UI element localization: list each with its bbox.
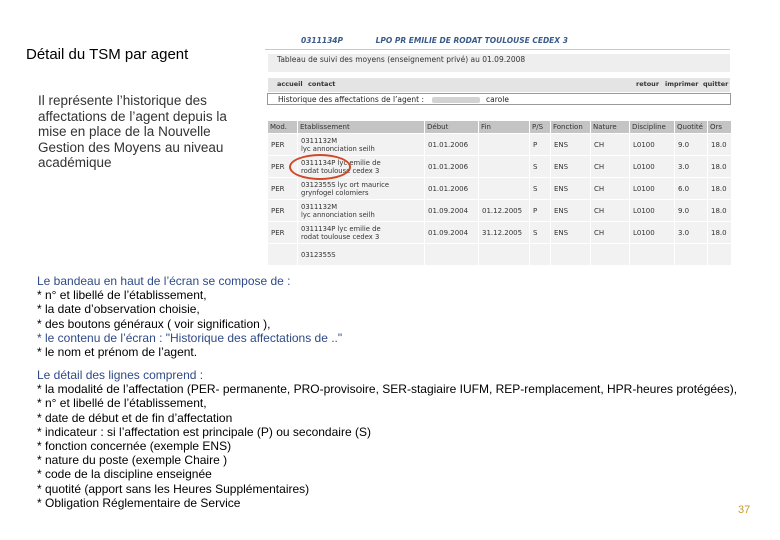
text-line: * Obligation Réglementaire de Service [37, 495, 241, 510]
col-header: Nature [591, 121, 630, 134]
cell-etablissement [298, 178, 425, 200]
banner-divider [265, 49, 730, 50]
cell-mod: PER [268, 134, 298, 156]
cell-debut: 01.01.2006 [425, 134, 479, 156]
cell-fin [479, 244, 530, 266]
cell-ors: 18.0 [708, 178, 732, 200]
text-line: * la date d’observation choisie, [37, 302, 200, 317]
cell-debut [425, 244, 479, 266]
text-line: Le détail des lignes comprend : [37, 368, 204, 382]
cell-discipline: L0100 [630, 222, 675, 244]
col-header: Discipline [630, 121, 675, 134]
establishment-banner [265, 36, 730, 50]
etab-line: 0311132M [301, 136, 338, 145]
cell-nature: CH [591, 178, 630, 200]
cell-ors: 18.0 [708, 134, 732, 156]
cell-mod: PER [268, 178, 298, 200]
cell-discipline: L0100 [630, 200, 675, 222]
cell-nature: CH [591, 134, 630, 156]
cell-nature [591, 244, 630, 266]
cell-fin [479, 134, 530, 156]
nav-bar [268, 78, 730, 92]
cell-etablissement [298, 244, 425, 266]
cell-debut: 01.09.2004 [425, 222, 479, 244]
nav-quitter-button[interactable]: quitter [703, 80, 729, 88]
establishment-code: 0311134P [301, 36, 344, 45]
table-row [268, 178, 732, 200]
text-line: Le bandeau en haut de l’écran se compose de : [37, 274, 291, 288]
cell-ps: P [530, 134, 551, 156]
text-line: * le nom et prénom de l’agent. [37, 345, 198, 360]
cell-debut: 01.09.2004 [425, 200, 479, 222]
cell-fonction: ENS [551, 134, 591, 156]
cell-quotite: 9.0 [675, 200, 708, 222]
cell-quotite: 3.0 [675, 222, 708, 244]
nav-accueil-button[interactable]: accueil [277, 80, 303, 88]
cell-quotite: 6.0 [675, 178, 708, 200]
etab-line: 0311134P lyc emilie de [301, 158, 381, 167]
text-line: * le contenu de l’écran : "Historique des affectations de .." [37, 330, 343, 345]
cell-ps: S [530, 222, 551, 244]
cell-etablissement [298, 134, 425, 156]
slide-title: Détail du TSM par agent [26, 46, 189, 63]
page-number: 37 [738, 504, 751, 516]
highlight-circle [289, 154, 351, 180]
etab-line: 0312355S [301, 250, 336, 259]
history-title-bar [267, 93, 731, 105]
etab-line: 0311134P lyc emilie de [301, 224, 381, 233]
establishment-name: LPO PR EMILIE DE RODAT TOULOUSE CEDEX 3 [375, 36, 568, 45]
cell-ps [530, 244, 551, 266]
col-header: Etablissement [298, 121, 425, 134]
etab-line: rodat toulouse cedex 3 [301, 166, 380, 175]
table-header-row [268, 121, 732, 134]
etab-line: rodat toulouse cedex 3 [301, 232, 380, 241]
text-line: * n° et libellé de l’établissement, [37, 396, 207, 411]
text-line: * la modalité de l’affectation (PER- permanente, PRO-provisoire, SER-stagiaire IUFM, REP-remplacement, HPR-heures protégées), [37, 382, 738, 397]
cell-quotite [675, 244, 708, 266]
col-header: Ors [708, 121, 732, 134]
cell-fonction: ENS [551, 200, 591, 222]
col-header: Quotité [675, 121, 708, 134]
col-header: Mod. [268, 121, 298, 134]
cell-fin: 31.12.2005 [479, 222, 530, 244]
cell-mod: PER [268, 200, 298, 222]
cell-ps: P [530, 200, 551, 222]
cell-ors: 18.0 [708, 200, 732, 222]
col-header: Fin [479, 121, 530, 134]
cell-ps: S [530, 156, 551, 178]
cell-etablissement [298, 200, 425, 222]
table-row [268, 200, 732, 222]
cell-ps: S [530, 178, 551, 200]
history-label: Historique des affectations de l’agent : [278, 95, 425, 104]
affectations-table [267, 120, 732, 266]
etab-line: grynfogel colomiers [301, 188, 369, 197]
col-header: Début [425, 121, 479, 134]
cell-nature: CH [591, 222, 630, 244]
text-line: * code de la discipline enseignée [37, 467, 212, 482]
cell-discipline: L0100 [630, 134, 675, 156]
cell-debut: 01.01.2006 [425, 178, 479, 200]
cell-fonction [551, 244, 591, 266]
col-header: P/S [530, 121, 551, 134]
cell-discipline [630, 244, 675, 266]
text-line: * n° et libellé de l’établissement, [37, 288, 207, 303]
lines-explanation [37, 368, 767, 510]
text-line: * indicateur : si l’affectation est principale (P) ou secondaire (S) [37, 424, 371, 439]
text-line: * nature du poste (exemple Chaire ) [37, 453, 228, 468]
app-screenshot [265, 36, 735, 269]
cell-mod: PER [268, 156, 298, 178]
cell-quotite: 9.0 [675, 134, 708, 156]
etab-line: 0312355S lyc ort maurice [301, 180, 390, 189]
etab-line: lyc annonciation seilh [301, 144, 375, 153]
text-line: * date de début et de fin d’affectation [37, 410, 233, 425]
cell-fonction: ENS [551, 156, 591, 178]
cell-discipline: L0100 [630, 178, 675, 200]
cell-mod: PER [268, 222, 298, 244]
banner-explanation [37, 274, 757, 359]
nav-imprimer-button[interactable]: imprimer [665, 80, 699, 88]
text-line: * quotité (apport sans les Heures Supplémentaires) [37, 481, 310, 496]
redacted-name [432, 97, 480, 103]
nav-contact-button[interactable]: contact [308, 80, 336, 88]
text-line: * fonction concernée (exemple ENS) [37, 439, 232, 454]
cell-discipline: L0100 [630, 156, 675, 178]
cell-fonction: ENS [551, 178, 591, 200]
cell-fin: 01.12.2005 [479, 200, 530, 222]
cell-nature: CH [591, 200, 630, 222]
table-row [268, 222, 732, 244]
cell-ors [708, 244, 732, 266]
table-row [268, 134, 732, 156]
side-description: Il représente l’historique des affectations de l’agent depuis la mise en place de la Nouvelle Gestion des Moyens au niveau académique [38, 93, 227, 170]
cell-fin [479, 178, 530, 200]
cell-etablissement [298, 222, 425, 244]
agent-firstname: carole [486, 95, 509, 104]
observation-subheader: Tableau de suivi des moyens (enseignement privé) au 01.09.2008 [268, 54, 730, 72]
cell-ors: 18.0 [708, 222, 732, 244]
nav-retour-button[interactable]: retour [636, 80, 660, 88]
cell-mod [268, 244, 298, 266]
cell-quotite: 3.0 [675, 156, 708, 178]
etab-line: lyc annonciation seilh [301, 210, 375, 219]
table-row [268, 244, 732, 266]
cell-nature: CH [591, 156, 630, 178]
cell-fin [479, 156, 530, 178]
text-line: * des boutons généraux ( voir signification ), [37, 316, 271, 331]
col-header: Fonction [551, 121, 591, 134]
cell-fonction: ENS [551, 222, 591, 244]
cell-ors: 18.0 [708, 156, 732, 178]
cell-debut: 01.01.2006 [425, 156, 479, 178]
etab-line: 0311132M [301, 202, 338, 211]
